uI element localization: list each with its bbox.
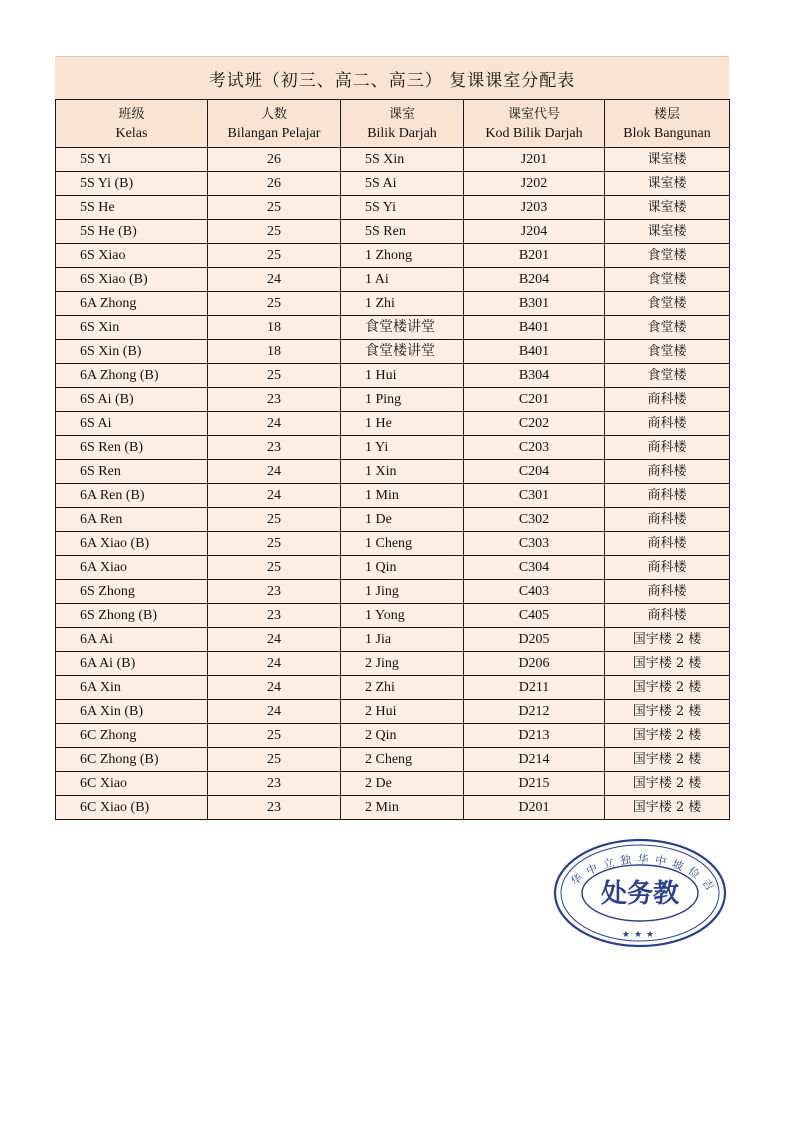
cell-kelas: 6A Xiao (B) bbox=[56, 532, 208, 556]
table-row bbox=[56, 724, 730, 748]
cell-bilangan: 25 bbox=[208, 748, 341, 772]
cell-kelas: 6A Ai bbox=[56, 628, 208, 652]
cell-kelas: 6A Zhong bbox=[56, 292, 208, 316]
cell-kelas: 5S He (B) bbox=[56, 220, 208, 244]
table-row bbox=[56, 580, 730, 604]
cell-blok: 国宇楼 2 楼 bbox=[605, 796, 730, 820]
table-row bbox=[56, 292, 730, 316]
cell-bilangan: 24 bbox=[208, 412, 341, 436]
cell-kod: D206 bbox=[464, 652, 605, 676]
cell-bilangan: 23 bbox=[208, 388, 341, 412]
cell-bilangan: 25 bbox=[208, 196, 341, 220]
cell-blok: 国宇楼 2 楼 bbox=[605, 676, 730, 700]
cell-kelas: 6S Ai (B) bbox=[56, 388, 208, 412]
cell-bilangan: 24 bbox=[208, 652, 341, 676]
cell-kod: C204 bbox=[464, 460, 605, 484]
cell-kelas: 6S Zhong bbox=[56, 580, 208, 604]
cell-bilik: 5S Yi bbox=[341, 196, 464, 220]
table-row bbox=[56, 460, 730, 484]
table-row bbox=[56, 748, 730, 772]
cell-bilik: 2 Hui bbox=[341, 700, 464, 724]
cell-kelas: 5S Yi (B) bbox=[56, 172, 208, 196]
cell-bilik: 1 Jing bbox=[341, 580, 464, 604]
cell-bilangan: 25 bbox=[208, 220, 341, 244]
cell-bilangan: 24 bbox=[208, 628, 341, 652]
cell-kod: D205 bbox=[464, 628, 605, 652]
cell-bilangan: 26 bbox=[208, 148, 341, 172]
cell-kod: C403 bbox=[464, 580, 605, 604]
cell-bilik: 2 Cheng bbox=[341, 748, 464, 772]
cell-bilangan: 23 bbox=[208, 796, 341, 820]
table-row bbox=[56, 556, 730, 580]
cell-bilik: 1 Jia bbox=[341, 628, 464, 652]
cell-kod: D211 bbox=[464, 676, 605, 700]
cell-kod: D213 bbox=[464, 724, 605, 748]
cell-bilangan: 18 bbox=[208, 340, 341, 364]
table-row bbox=[56, 508, 730, 532]
cell-blok: 商科楼 bbox=[605, 604, 730, 628]
header-bilangan: 人数 Bilangan Pelajar bbox=[208, 100, 341, 148]
cell-kelas: 6S Ren (B) bbox=[56, 436, 208, 460]
stamp-stars: ★★★ bbox=[621, 930, 659, 940]
page-title: 考试班（初三、高二、高三） 复课课室分配表 bbox=[55, 56, 729, 99]
cell-bilangan: 25 bbox=[208, 532, 341, 556]
cell-bilangan: 25 bbox=[208, 724, 341, 748]
allocation-table bbox=[55, 99, 730, 820]
cell-blok: 课室楼 bbox=[605, 220, 730, 244]
cell-blok: 商科楼 bbox=[605, 412, 730, 436]
cell-bilik: 1 Min bbox=[341, 484, 464, 508]
cell-bilik: 1 Xin bbox=[341, 460, 464, 484]
table-row bbox=[56, 652, 730, 676]
cell-blok: 商科楼 bbox=[605, 508, 730, 532]
cell-kelas: 6S Xiao bbox=[56, 244, 208, 268]
cell-bilangan: 23 bbox=[208, 436, 341, 460]
cell-kelas: 6A Ai (B) bbox=[56, 652, 208, 676]
cell-kod: C304 bbox=[464, 556, 605, 580]
cell-bilangan: 18 bbox=[208, 316, 341, 340]
cell-bilik: 1 Yi bbox=[341, 436, 464, 460]
cell-bilik: 2 Jing bbox=[341, 652, 464, 676]
table-row bbox=[56, 604, 730, 628]
cell-kelas: 6A Ren bbox=[56, 508, 208, 532]
table-row bbox=[56, 772, 730, 796]
cell-blok: 国宇楼 2 楼 bbox=[605, 700, 730, 724]
allocation-sheet bbox=[55, 56, 729, 820]
cell-kod: B304 bbox=[464, 364, 605, 388]
cell-kod: C203 bbox=[464, 436, 605, 460]
cell-bilangan: 24 bbox=[208, 484, 341, 508]
cell-kelas: 6C Zhong bbox=[56, 724, 208, 748]
cell-kelas: 6A Xin bbox=[56, 676, 208, 700]
cell-kelas: 5S Yi bbox=[56, 148, 208, 172]
header-kelas: 班级 Kelas bbox=[56, 100, 208, 148]
table-row bbox=[56, 388, 730, 412]
cell-blok: 商科楼 bbox=[605, 532, 730, 556]
table-row bbox=[56, 436, 730, 460]
table-row bbox=[56, 244, 730, 268]
cell-kod: B401 bbox=[464, 316, 605, 340]
cell-kelas: 6A Zhong (B) bbox=[56, 364, 208, 388]
cell-kod: D214 bbox=[464, 748, 605, 772]
cell-kelas: 6S Ren bbox=[56, 460, 208, 484]
cell-bilik: 食堂楼讲堂 bbox=[341, 316, 464, 340]
cell-kelas: 5S He bbox=[56, 196, 208, 220]
cell-bilik: 1 Zhi bbox=[341, 292, 464, 316]
cell-bilangan: 25 bbox=[208, 556, 341, 580]
cell-kelas: 6A Xiao bbox=[56, 556, 208, 580]
cell-bilik: 1 De bbox=[341, 508, 464, 532]
cell-blok: 食堂楼 bbox=[605, 268, 730, 292]
cell-blok: 课室楼 bbox=[605, 148, 730, 172]
cell-blok: 商科楼 bbox=[605, 436, 730, 460]
cell-blok: 食堂楼 bbox=[605, 340, 730, 364]
cell-kelas: 6S Xin (B) bbox=[56, 340, 208, 364]
cell-kod: J204 bbox=[464, 220, 605, 244]
cell-kelas: 6S Xin bbox=[56, 316, 208, 340]
cell-bilik: 2 Qin bbox=[341, 724, 464, 748]
cell-kod: B204 bbox=[464, 268, 605, 292]
cell-kelas: 6S Ai bbox=[56, 412, 208, 436]
cell-kod: C302 bbox=[464, 508, 605, 532]
cell-kelas: 6S Zhong (B) bbox=[56, 604, 208, 628]
cell-blok: 国宇楼 2 楼 bbox=[605, 652, 730, 676]
cell-bilik: 1 Hui bbox=[341, 364, 464, 388]
cell-kod: C405 bbox=[464, 604, 605, 628]
cell-bilik: 1 Ping bbox=[341, 388, 464, 412]
cell-kod: J203 bbox=[464, 196, 605, 220]
table-row bbox=[56, 268, 730, 292]
cell-bilik: 1 Yong bbox=[341, 604, 464, 628]
table-row bbox=[56, 628, 730, 652]
cell-kelas: 6C Xiao bbox=[56, 772, 208, 796]
cell-bilangan: 25 bbox=[208, 244, 341, 268]
cell-kod: J201 bbox=[464, 148, 605, 172]
cell-bilik: 1 Ai bbox=[341, 268, 464, 292]
cell-kod: B301 bbox=[464, 292, 605, 316]
cell-bilangan: 26 bbox=[208, 172, 341, 196]
cell-blok: 食堂楼 bbox=[605, 364, 730, 388]
cell-blok: 商科楼 bbox=[605, 460, 730, 484]
cell-bilangan: 23 bbox=[208, 580, 341, 604]
header-row bbox=[56, 100, 730, 148]
cell-blok: 国宇楼 2 楼 bbox=[605, 724, 730, 748]
cell-kod: B201 bbox=[464, 244, 605, 268]
cell-bilik: 2 Zhi bbox=[341, 676, 464, 700]
table-row bbox=[56, 316, 730, 340]
cell-blok: 食堂楼 bbox=[605, 292, 730, 316]
cell-bilik: 1 Cheng bbox=[341, 532, 464, 556]
cell-bilangan: 23 bbox=[208, 772, 341, 796]
cell-bilik: 2 De bbox=[341, 772, 464, 796]
table-row bbox=[56, 532, 730, 556]
cell-blok: 商科楼 bbox=[605, 484, 730, 508]
table-row bbox=[56, 796, 730, 820]
cell-kod: C202 bbox=[464, 412, 605, 436]
cell-bilik: 2 Min bbox=[341, 796, 464, 820]
header-kod: 课室代号 Kod Bilik Darjah bbox=[464, 100, 605, 148]
cell-bilik: 食堂楼讲堂 bbox=[341, 340, 464, 364]
table-row bbox=[56, 364, 730, 388]
cell-kod: C301 bbox=[464, 484, 605, 508]
cell-blok: 国宇楼 2 楼 bbox=[605, 628, 730, 652]
cell-blok: 食堂楼 bbox=[605, 316, 730, 340]
cell-kod: D212 bbox=[464, 700, 605, 724]
table-row bbox=[56, 148, 730, 172]
cell-kelas: 6C Xiao (B) bbox=[56, 796, 208, 820]
table-row bbox=[56, 412, 730, 436]
cell-blok: 商科楼 bbox=[605, 388, 730, 412]
cell-blok: 商科楼 bbox=[605, 580, 730, 604]
cell-bilik: 5S Ren bbox=[341, 220, 464, 244]
cell-blok: 商科楼 bbox=[605, 556, 730, 580]
table-row bbox=[56, 676, 730, 700]
cell-kod: C303 bbox=[464, 532, 605, 556]
cell-bilangan: 24 bbox=[208, 676, 341, 700]
stamp-outer-text: 华中立独华中坡俭吉 bbox=[568, 852, 720, 898]
stamp-center-text: 处务教 bbox=[600, 879, 680, 909]
cell-bilik: 5S Xin bbox=[341, 148, 464, 172]
cell-kod: J202 bbox=[464, 172, 605, 196]
cell-bilangan: 25 bbox=[208, 292, 341, 316]
cell-bilik: 1 He bbox=[341, 412, 464, 436]
header-blok: 楼层 Blok Bangunan bbox=[605, 100, 730, 148]
cell-kod: C201 bbox=[464, 388, 605, 412]
cell-bilangan: 25 bbox=[208, 364, 341, 388]
cell-bilangan: 24 bbox=[208, 700, 341, 724]
cell-kelas: 6A Xin (B) bbox=[56, 700, 208, 724]
cell-kod: D215 bbox=[464, 772, 605, 796]
table-row bbox=[56, 220, 730, 244]
cell-bilangan: 24 bbox=[208, 460, 341, 484]
table-row bbox=[56, 172, 730, 196]
table-row bbox=[56, 340, 730, 364]
table-row bbox=[56, 484, 730, 508]
table-row bbox=[56, 700, 730, 724]
cell-bilangan: 23 bbox=[208, 604, 341, 628]
school-stamp bbox=[553, 838, 727, 948]
cell-bilik: 1 Qin bbox=[341, 556, 464, 580]
cell-kelas: 6C Zhong (B) bbox=[56, 748, 208, 772]
cell-blok: 国宇楼 2 楼 bbox=[605, 772, 730, 796]
cell-bilangan: 24 bbox=[208, 268, 341, 292]
cell-blok: 课室楼 bbox=[605, 172, 730, 196]
cell-blok: 食堂楼 bbox=[605, 244, 730, 268]
cell-kelas: 6A Ren (B) bbox=[56, 484, 208, 508]
cell-blok: 课室楼 bbox=[605, 196, 730, 220]
cell-blok: 国宇楼 2 楼 bbox=[605, 748, 730, 772]
cell-bilik: 5S Ai bbox=[341, 172, 464, 196]
header-bilik: 课室 Bilik Darjah bbox=[341, 100, 464, 148]
cell-kod: D201 bbox=[464, 796, 605, 820]
cell-kod: B401 bbox=[464, 340, 605, 364]
cell-kelas: 6S Xiao (B) bbox=[56, 268, 208, 292]
cell-bilangan: 25 bbox=[208, 508, 341, 532]
cell-bilik: 1 Zhong bbox=[341, 244, 464, 268]
table-row bbox=[56, 196, 730, 220]
